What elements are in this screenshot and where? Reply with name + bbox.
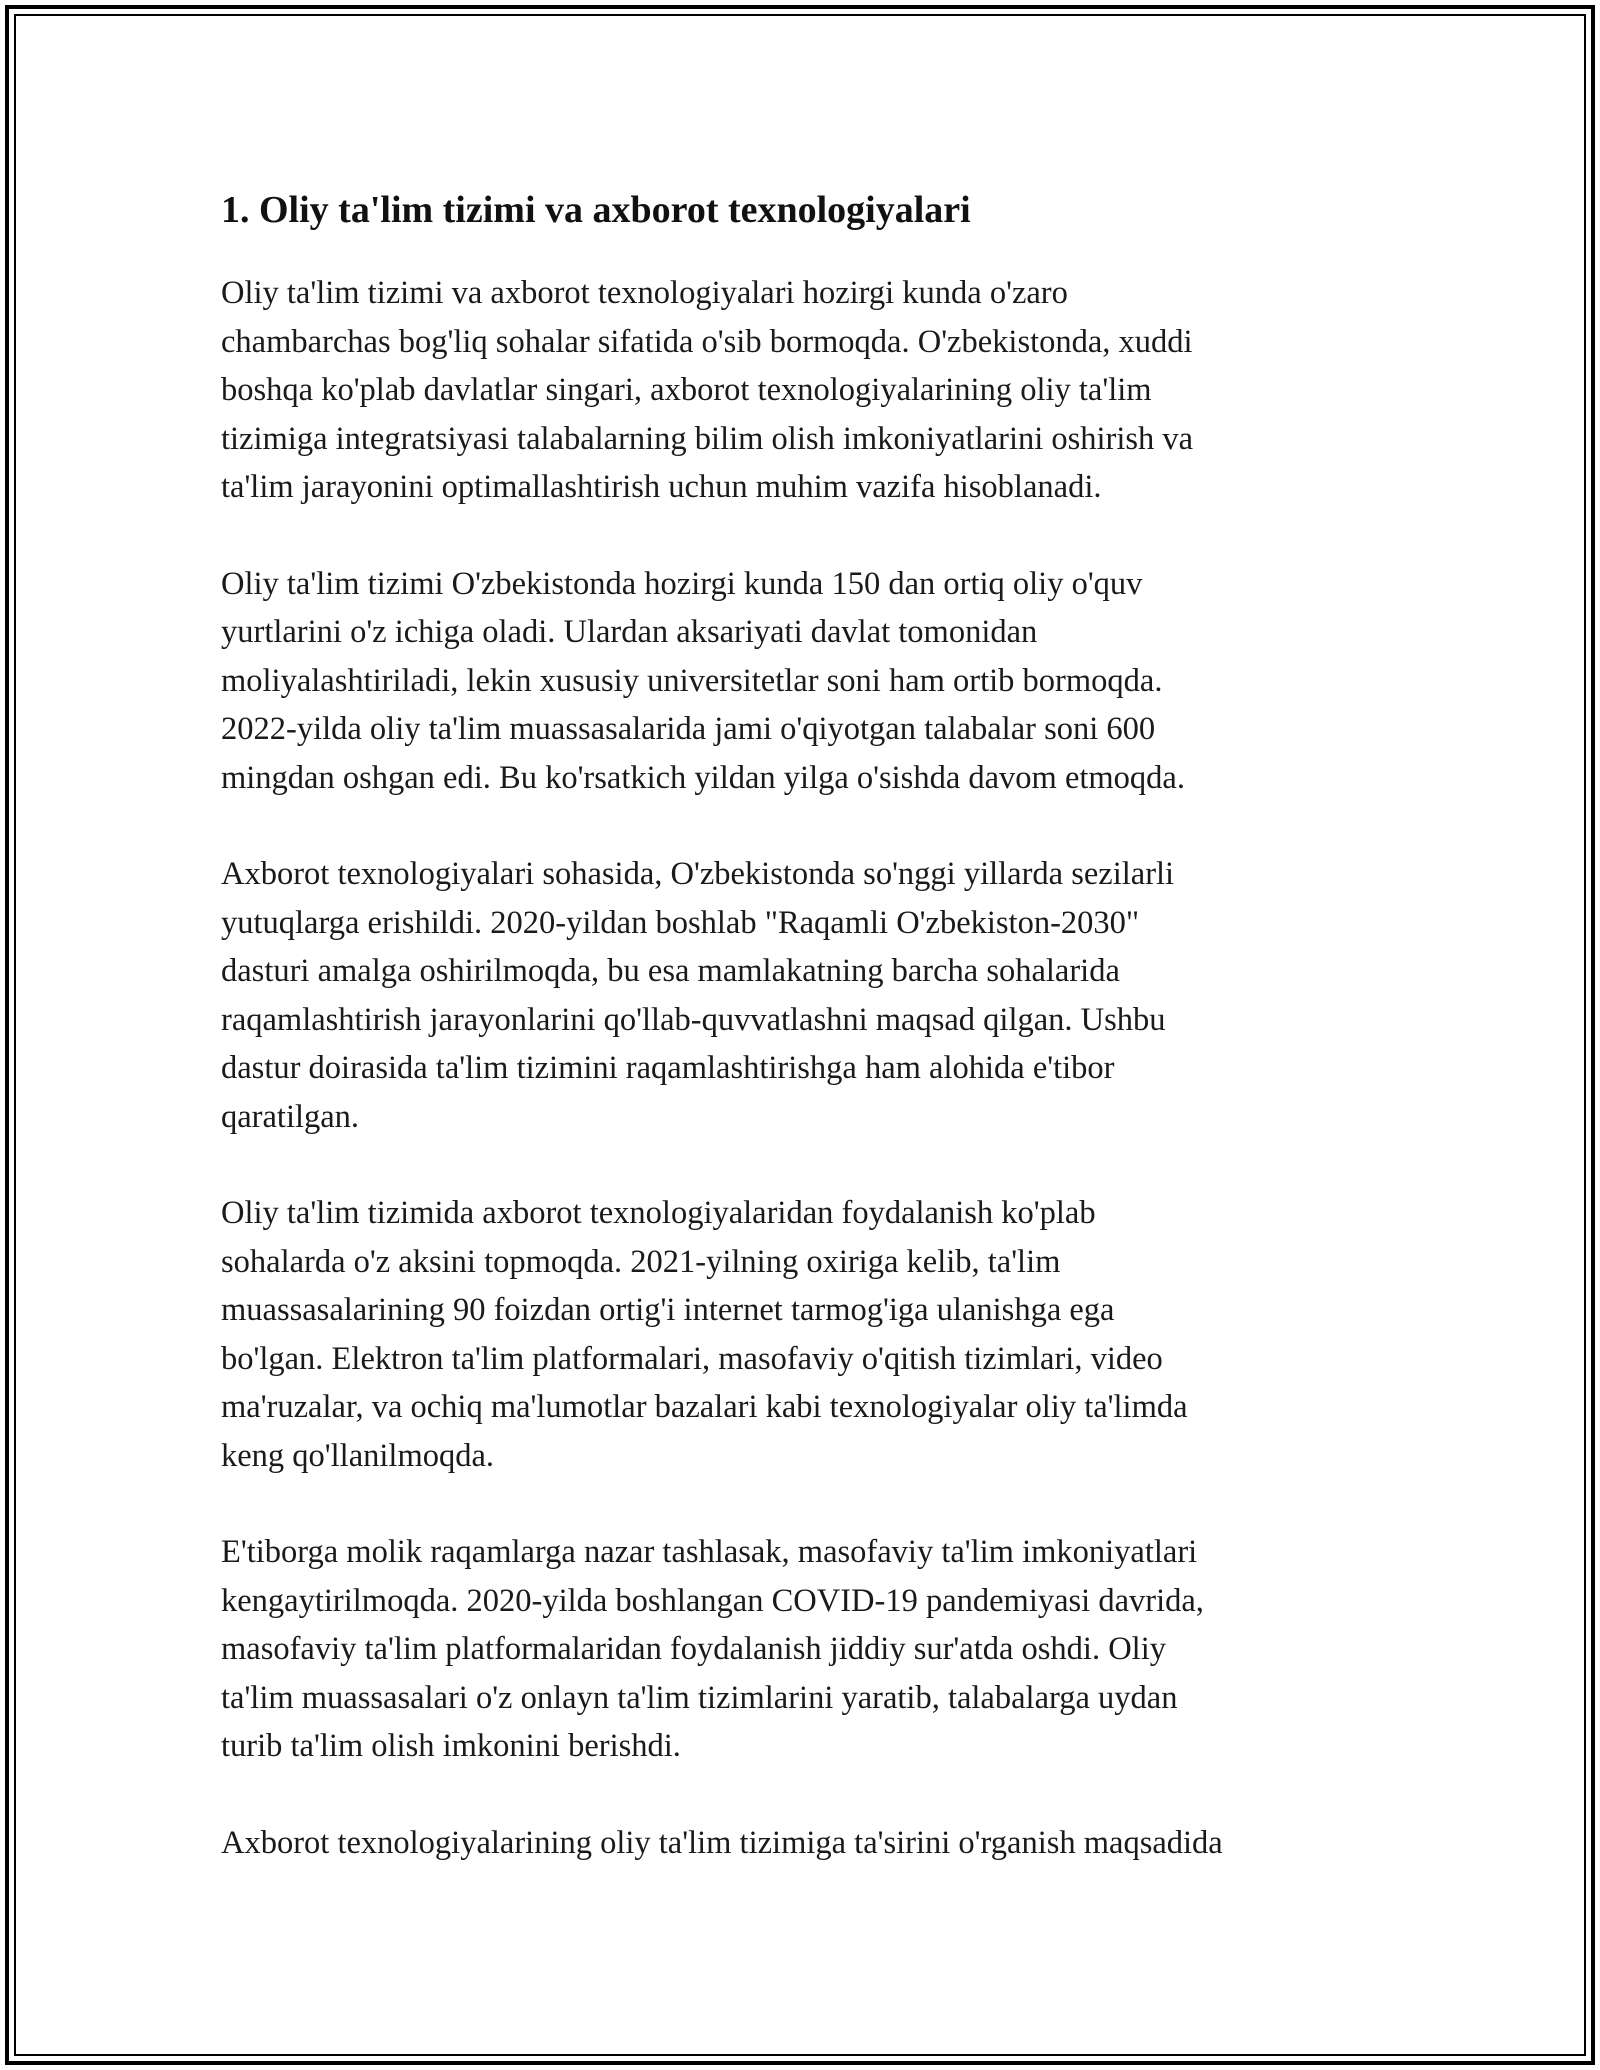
paragraph-line: masofaviy ta'lim platformalaridan foydalanish jiddiy sur'atda oshdi. Oliy	[221, 1631, 1166, 1667]
paragraph-line: 2022-yilda oliy ta'lim muassasalarida jami o'qiyotgan talabalar soni 600	[221, 711, 1156, 747]
paragraph	[221, 560, 1381, 803]
paragraph-line: yurtlarini o'z ichiga oladi. Ulardan aksariyati davlat tomonidan	[221, 614, 1038, 650]
paragraph-line: keng qo'llanilmoqda.	[221, 1437, 495, 1474]
paragraph-line: chambarchas bog'liq sohalar sifatida o'sib bormoqda. O'zbekistonda, xuddi	[221, 323, 1193, 360]
paragraph-line: turib ta'lim olish imkonini berishdi.	[221, 1728, 681, 1764]
paragraph-line: Oliy ta'lim tizimi O'zbekistonda hozirgi kunda 150 dan ortiq oliy o'quv	[221, 565, 1143, 602]
paragraph-line: tizimiga integratsiyasi talabalarning bilim olish imkoniyatlarini oshirish va	[221, 420, 1194, 457]
paragraph	[221, 1189, 1381, 1480]
document-body	[221, 187, 1381, 1915]
paragraph-line: yutuqlarga erishildi. 2020-yildan boshlab "Raqamli O'zbekiston-2030"	[221, 904, 1140, 941]
paragraph-line: sohalarda o'z aksini topmoqda. 2021-yilning oxiriga kelib, ta'lim	[221, 1243, 1061, 1280]
paragraph-line: ta'lim jarayonini optimallashtirish uchun muhim vazifa hisoblanadi.	[221, 469, 1102, 505]
paragraph-line: qaratilgan.	[221, 1098, 360, 1135]
paragraph-line: boshqa ko'plab davlatlar singari, axborot texnologiyalarining oliy ta'lim	[221, 372, 1152, 408]
paragraph-line: muassasalarining 90 foizdan ortig'i internet tarmog'iga ulanishga ega	[221, 1292, 1115, 1328]
paragraph-line: Oliy ta'lim tizimi va axborot texnologiyalari hozirgi kunda o'zaro	[221, 275, 1068, 311]
paragraph	[221, 1819, 1381, 1868]
paragraph	[221, 1528, 1381, 1771]
paragraph-line: bo'lgan. Elektron ta'lim platformalari, masofaviy o'qitish tizimlari, video	[221, 1340, 1163, 1377]
paragraph-line: moliyalashtiriladi, lekin xususiy universitetlar soni ham ortib bormoqda.	[221, 662, 1163, 699]
paragraph-line: E'tiborga molik raqamlarga nazar tashlasak, masofaviy ta'lim imkoniyatlari	[221, 1534, 1198, 1570]
paragraph-line: kengaytirilmoqda. 2020-yilda boshlangan COVID-19 pandemiyasi davrida,	[221, 1582, 1204, 1619]
paragraph	[221, 269, 1381, 512]
page-title: 1. Oliy ta'lim tizimi va axborot texnologiyalari	[221, 189, 971, 231]
paragraph-line: ta'lim muassasalari o'z onlayn ta'lim tizimlarini yaratib, talabalarga uydan	[221, 1679, 1178, 1716]
paragraph-line: Axborot texnologiyalarining oliy ta'lim tizimiga ta'sirini o'rganish maqsadida	[221, 1824, 1223, 1861]
paragraph-list	[221, 269, 1381, 1867]
paragraph-line: mingdan oshgan edi. Bu ko'rsatkich yildan yilga o'sishda davom etmoqda.	[221, 759, 1185, 796]
paragraph-line: Axborot texnologiyalari sohasida, O'zbekistonda so'nggi yillarda sezilarli	[221, 856, 1175, 892]
paragraph-line: Oliy ta'lim tizimida axborot texnologiyalaridan foydalanish ko'plab	[221, 1195, 1096, 1231]
paragraph-line: dasturi amalga oshirilmoqda, bu esa mamlakatning barcha sohalarida	[221, 953, 1120, 989]
paragraph-line: ma'ruzalar, va ochiq ma'lumotlar bazalari kabi texnologiyalar oliy ta'limda	[221, 1389, 1188, 1425]
paragraph	[221, 850, 1381, 1141]
paragraph-line: dastur doirasida ta'lim tizimini raqamlashtirishga ham alohida e'tibor	[221, 1050, 1115, 1086]
paragraph-line: raqamlashtirish jarayonlarini qo'llab-quvvatlashni maqsad qilgan. Ushbu	[221, 1001, 1166, 1038]
